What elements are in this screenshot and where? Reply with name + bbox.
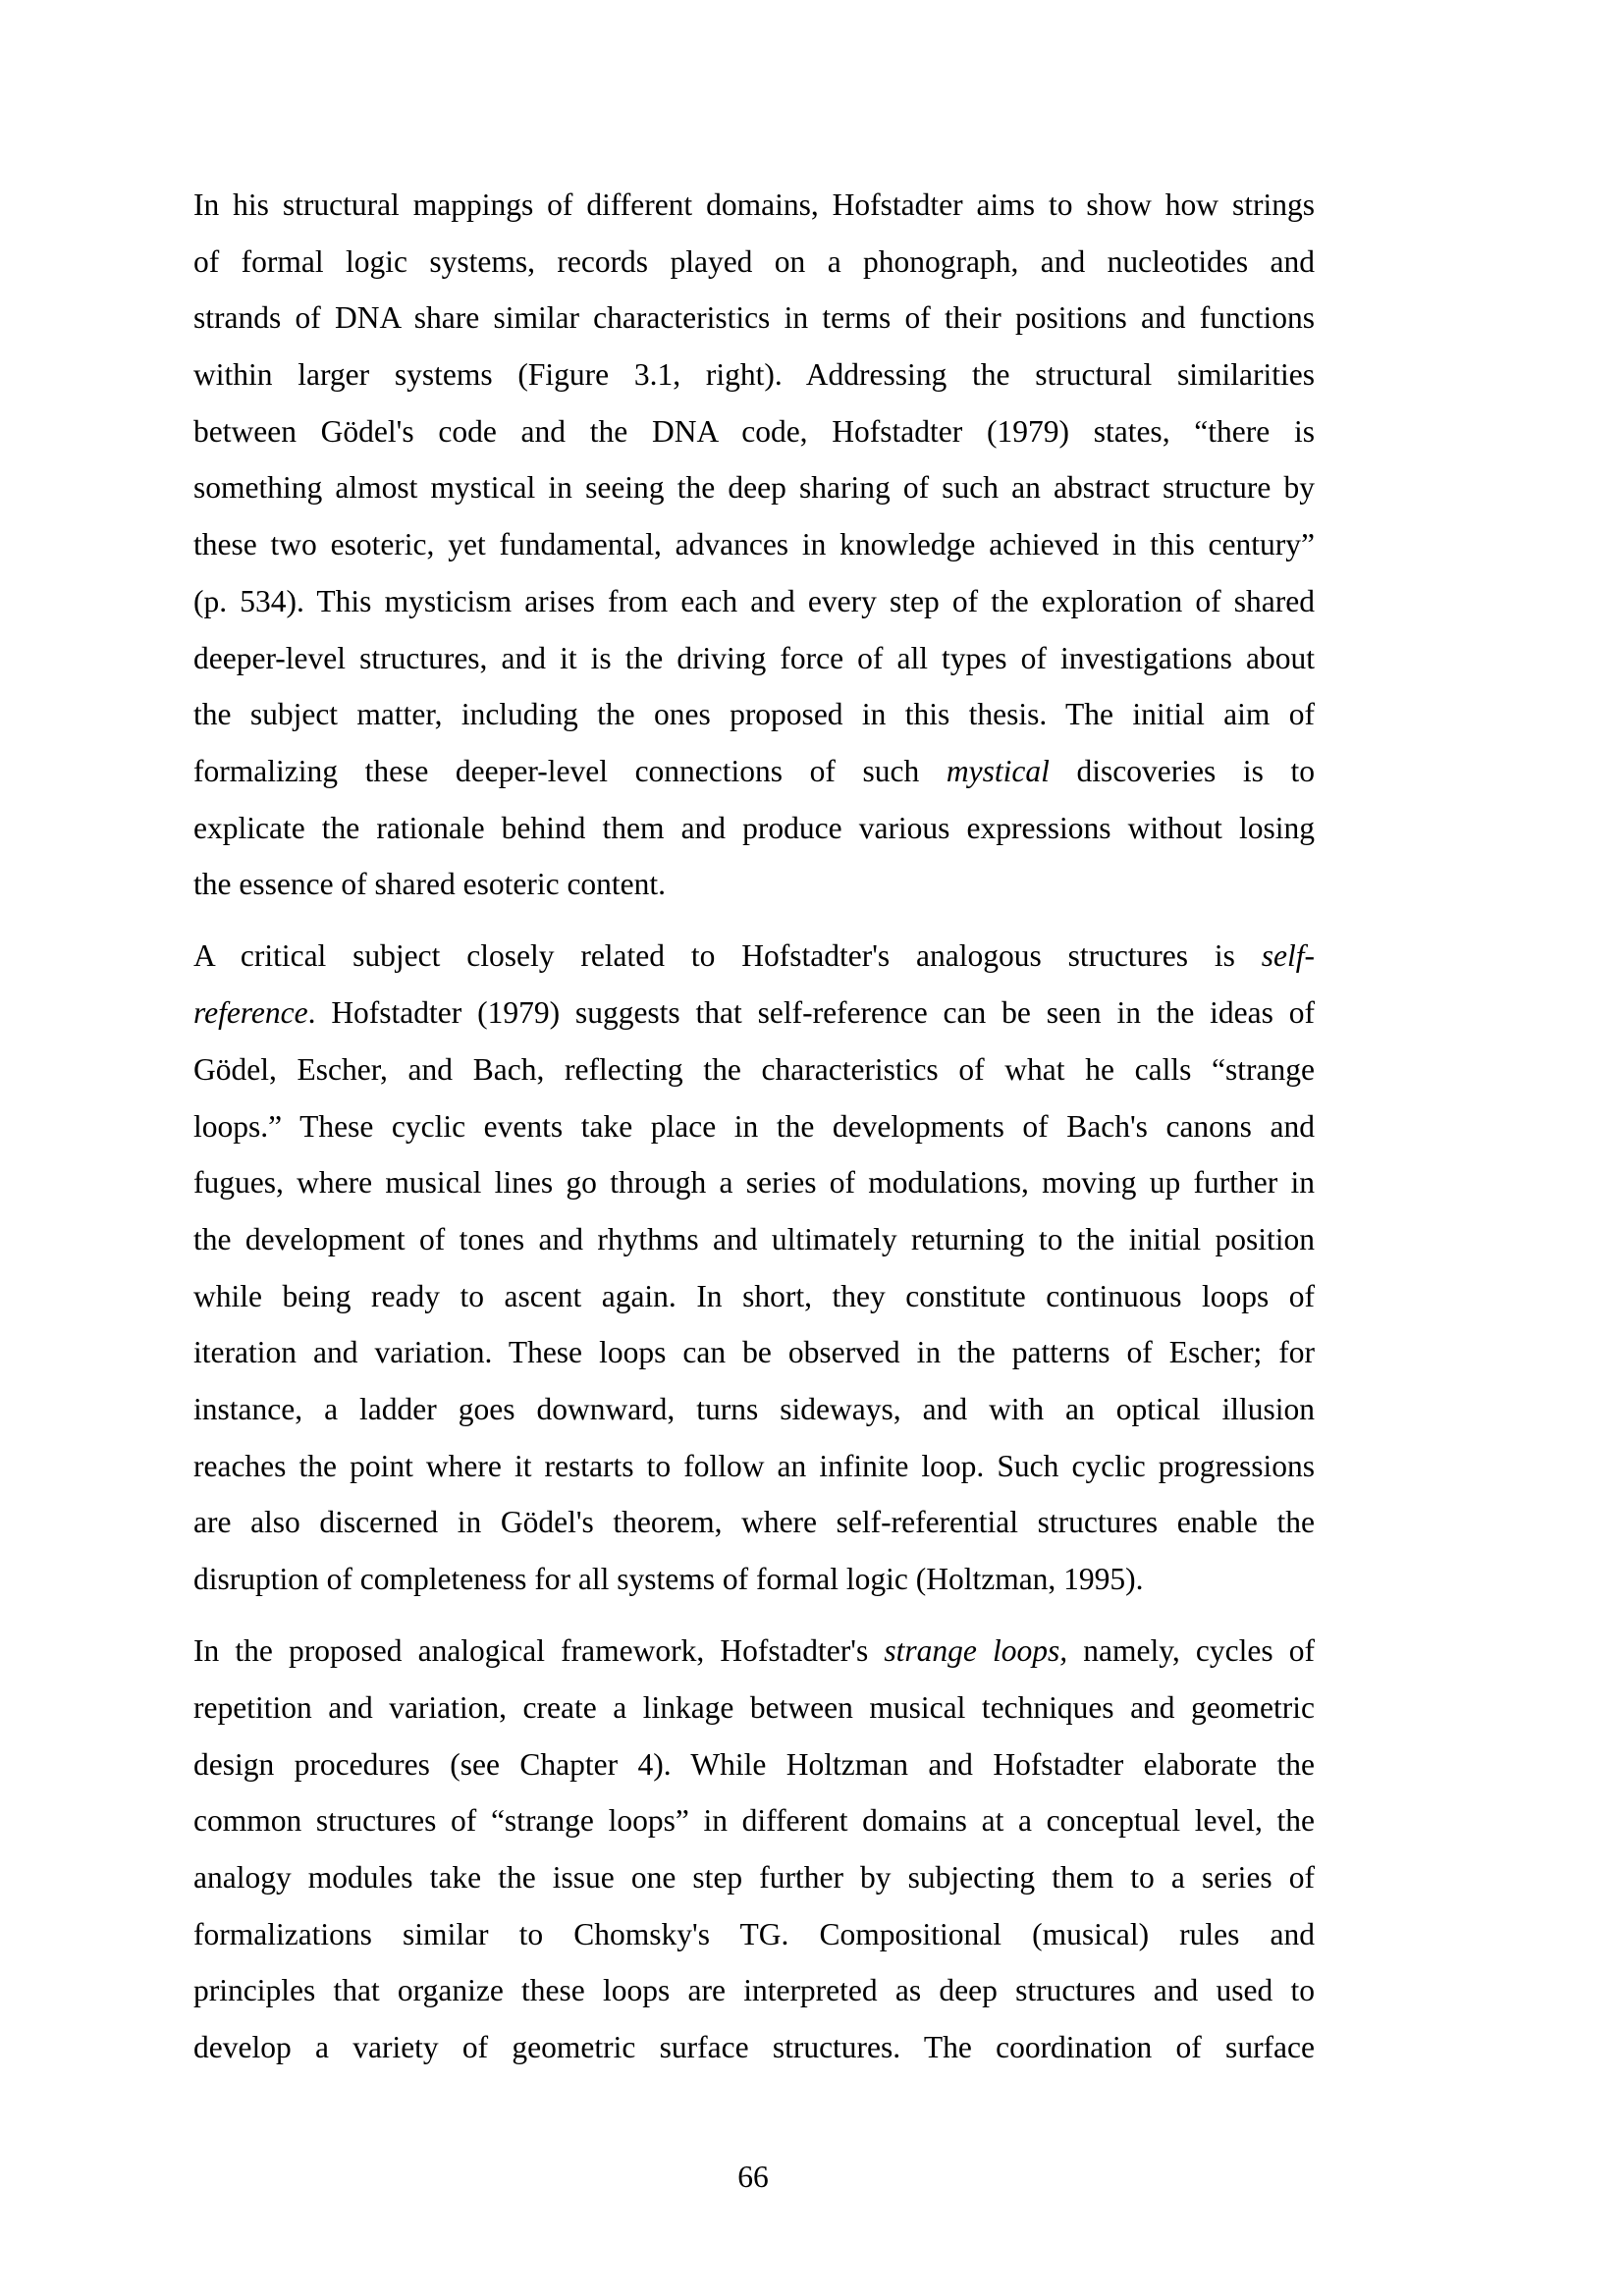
text-run: fugues, where musical lines go through a series of modulations, moving up further in	[193, 1165, 1315, 1201]
text-run: instance, a ladder goes downward, turns sideways, and with an optical illusion	[193, 1391, 1315, 1426]
text-run: namely, cycles of	[1067, 1633, 1315, 1669]
text-run: of formal logic systems, records played on a phonograph, and nucleotides and	[193, 243, 1315, 279]
text-run: analogy modules take the issue one step further by subjecting them to a series of	[193, 1859, 1315, 1895]
text-line	[193, 1041, 1315, 1098]
italic-text: strange loops,	[884, 1633, 1068, 1669]
text-run: design procedures (see Chapter 4). While Holtzman and Hofstadter elaborate the	[193, 1746, 1315, 1782]
text-line	[193, 856, 1315, 913]
text-run: formalizations similar to Chomsky's TG. Compositional (musical) rules and	[193, 1916, 1315, 1951]
text-run: In the proposed analogical framework, Hofstadter's	[193, 1633, 885, 1669]
text-line	[193, 1154, 1315, 1211]
italic-text: reference	[193, 995, 308, 1031]
text-run: loops.” These cyclic events take place in the developments of Bach's canons and	[193, 1108, 1315, 1144]
text-run: the essence of shared esoteric content.	[193, 867, 667, 902]
text-line	[193, 177, 1315, 234]
text-line	[193, 1381, 1315, 1438]
text-run: repetition and variation, create a linkage between musical techniques and geometric	[193, 1689, 1315, 1725]
text-line	[193, 1551, 1315, 1608]
text-run: principles that organize these loops are interpreted as deep structures and used to	[193, 1973, 1315, 2008]
text-line	[193, 630, 1315, 687]
text-run: iteration and variation. These loops can be observed in the patterns of Escher; for	[193, 1335, 1315, 1370]
text-run: the development of tones and rhythms and ultimately returning to the initial position	[193, 1221, 1315, 1256]
text-line	[193, 573, 1315, 630]
text-line	[193, 1962, 1315, 2019]
text-line	[193, 1324, 1315, 1381]
text-line	[193, 800, 1315, 857]
text-run: common structures of “strange loops” in different domains at a conceptual level, the	[193, 1803, 1315, 1839]
text-line	[193, 928, 1315, 985]
text-run: . Hofstadter (1979) suggests that self-reference can be seen in the ideas of	[307, 995, 1315, 1031]
text-run: deeper-level structures, and it is the driving force of all types of investigations about	[193, 640, 1315, 675]
text-run: develop a variety of geometric surface structures. The coordination of surface	[193, 2030, 1315, 2064]
text-run: explicate the rationale behind them and produce various expressions without losing	[193, 810, 1315, 845]
text-run: these two esoteric, yet fundamental, advances in knowledge achieved in this century”	[193, 527, 1315, 562]
text-line	[193, 516, 1315, 573]
text-run: (p. 534). This mysticism arises from each and every step of the exploration of shared	[193, 583, 1315, 618]
text-run: while being ready to ascent again. In short, they constitute continuous loops of	[193, 1278, 1315, 1313]
text-run: In his structural mappings of different domains, Hofstadter aims to show how strings	[193, 187, 1315, 222]
text-line	[193, 686, 1315, 743]
text-line	[193, 1438, 1315, 1495]
paragraph	[193, 1623, 1315, 2076]
text-line	[193, 1098, 1315, 1155]
body-text	[193, 177, 1315, 2091]
text-line	[193, 290, 1315, 347]
text-run: strands of DNA share similar characteristics in terms of their positions and functions	[193, 300, 1315, 336]
text-run: reaches the point where it restarts to follow an infinite loop. Such cyclic progressions	[193, 1448, 1315, 1483]
text-run: A critical subject closely related to Hofstadter's analogous structures is	[193, 938, 1262, 974]
text-run: formalizing these deeper-level connections of such	[193, 753, 947, 788]
text-run: disruption of completeness for all systems of formal logic (Holtzman, 1995).	[193, 1562, 1144, 1596]
text-line	[193, 743, 1315, 800]
text-line	[193, 347, 1315, 403]
text-line	[193, 234, 1315, 291]
text-line	[193, 1623, 1315, 1680]
page-number: 66	[737, 2160, 769, 2194]
text-line	[193, 1680, 1315, 1736]
text-run: discoveries is to	[1049, 753, 1315, 788]
italic-text: mystical	[946, 753, 1050, 788]
text-line	[193, 1211, 1315, 1268]
text-line	[193, 1792, 1315, 1849]
text-line	[193, 1736, 1315, 1793]
text-run: are also discerned in Gödel's theorem, where self-referential structures enable the	[193, 1505, 1315, 1540]
paragraph	[193, 177, 1315, 913]
text-line	[193, 1494, 1315, 1551]
text-run: between Gödel's code and the DNA code, Hofstadter (1979) states, “there is	[193, 413, 1315, 449]
paragraph	[193, 928, 1315, 1607]
text-line	[193, 985, 1315, 1041]
text-line	[193, 1268, 1315, 1325]
text-run: something almost mystical in seeing the deep sharing of such an abstract structure by	[193, 470, 1315, 506]
text-run: within larger systems (Figure 3.1, right). Addressing the structural similarities	[193, 357, 1315, 393]
text-line	[193, 1906, 1315, 1963]
italic-text: self-	[1261, 938, 1315, 974]
text-run: Gödel, Escher, and Bach, reflecting the characteristics of what he calls “strange	[193, 1051, 1315, 1087]
text-line	[193, 403, 1315, 460]
text-line	[193, 2019, 1315, 2076]
text-line	[193, 459, 1315, 516]
text-line	[193, 1849, 1315, 1906]
text-run: the subject matter, including the ones proposed in this thesis. The initial aim of	[193, 697, 1315, 732]
